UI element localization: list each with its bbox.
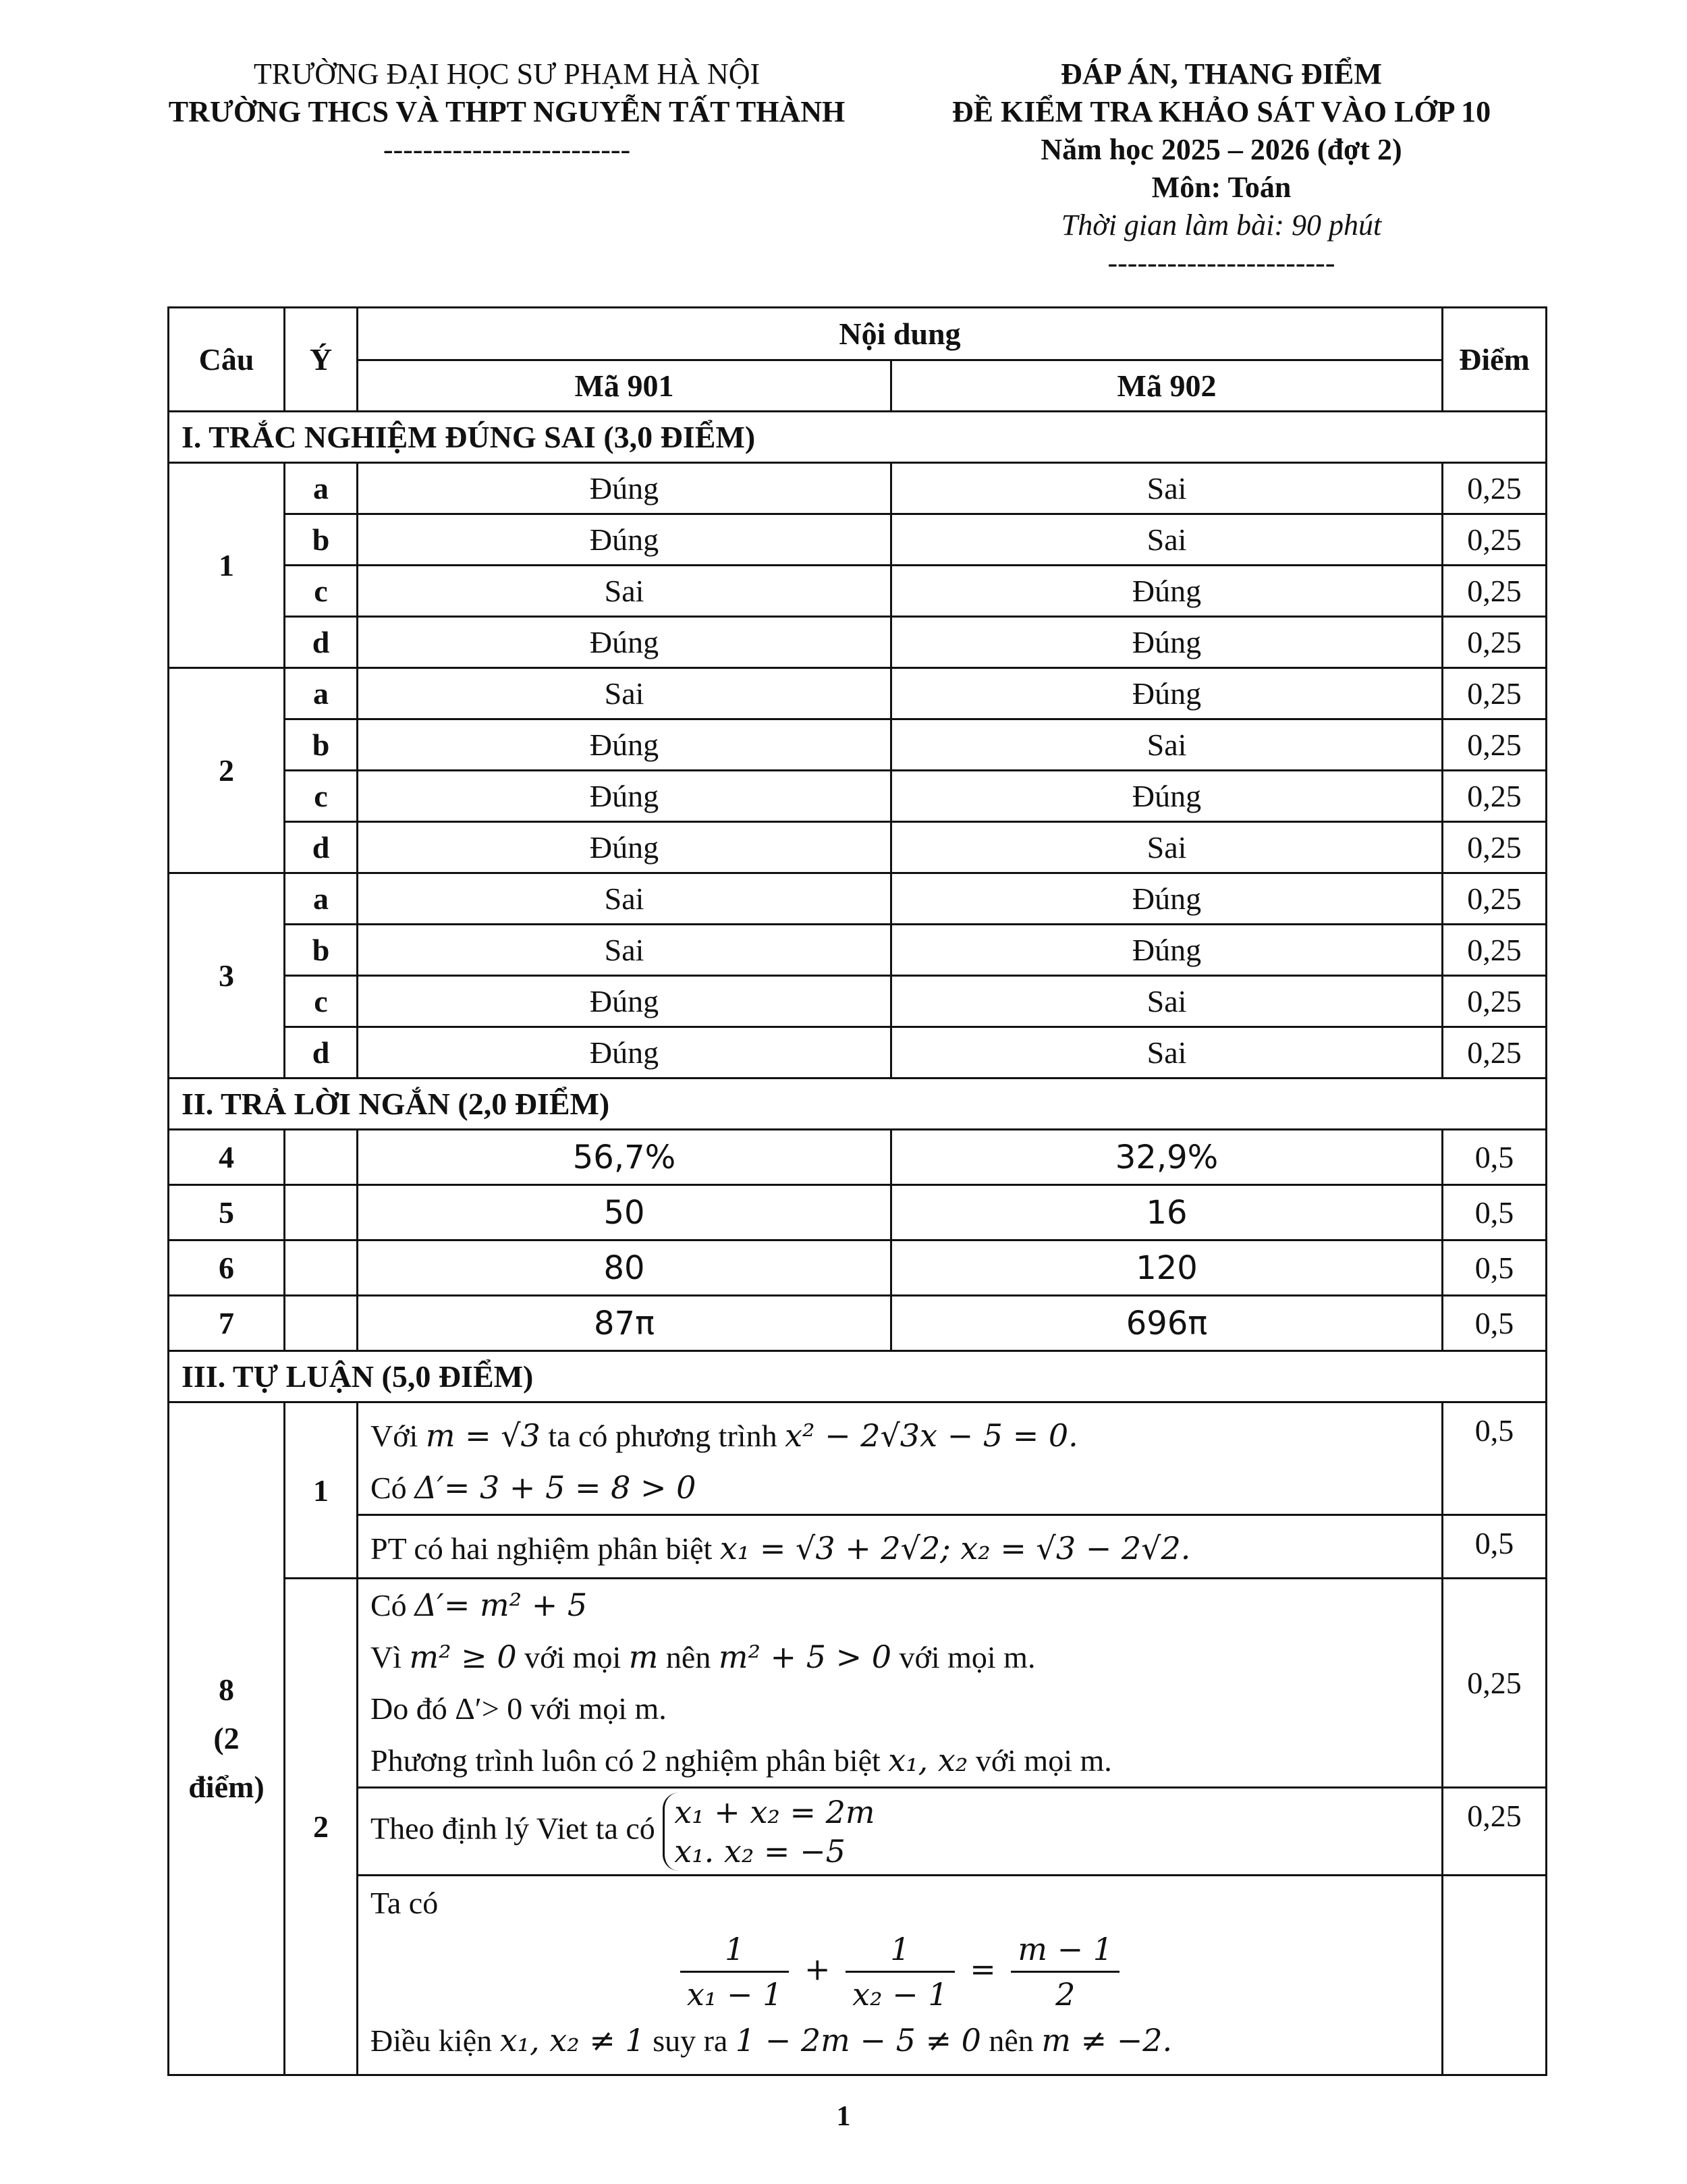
score: 0,25 [1443, 873, 1547, 925]
item-number: 2 [285, 1579, 358, 2075]
header-ma-902: Mã 902 [891, 360, 1443, 412]
answer-902: Đúng [891, 566, 1443, 617]
answer-902: Sai [891, 976, 1443, 1027]
answer-902: Đúng [891, 771, 1443, 822]
math-expression: 1 − 2m − 5 ≠ 0 [735, 2022, 981, 2058]
empty-cell [285, 1130, 358, 1185]
question-8-points-open: (2 [213, 1721, 240, 1755]
question-number: 3 [169, 873, 285, 1079]
text: nên [658, 1640, 719, 1674]
header-right-divider: ----------------------- [1107, 246, 1335, 279]
doc-type: ĐÁP ÁN, THANG ĐIỂM [1061, 57, 1382, 90]
score: 0,25 [1443, 976, 1547, 1027]
solution-step [358, 1402, 1443, 1515]
text: Có [370, 1588, 415, 1622]
question-number: 5 [169, 1185, 285, 1240]
item-letter: b [285, 925, 358, 976]
denominator: x₂ − 1 [852, 1976, 948, 2013]
score: 0,25 [1443, 668, 1547, 719]
text: nên [980, 2023, 1042, 2058]
answer-902: 696π [891, 1296, 1443, 1351]
item-letter: c [285, 566, 358, 617]
answer-901: 50 [358, 1185, 891, 1240]
answer-table [167, 306, 1547, 2076]
answer-902: Đúng [891, 925, 1443, 976]
item-letter: a [285, 873, 358, 925]
math-expression: m² + 5 > 0 [718, 1639, 892, 1675]
answer-901: 87π [358, 1296, 891, 1351]
numerator: 1 [680, 1928, 789, 1973]
item-letter: b [285, 719, 358, 771]
answer-902: Sai [891, 463, 1443, 514]
item-letter: d [285, 822, 358, 873]
question-8-number: 8 [219, 1672, 234, 1707]
solution-line [370, 1631, 1429, 1683]
answer-901: Đúng [358, 617, 891, 668]
header-y: Ý [285, 308, 358, 412]
fraction [1011, 1928, 1119, 2016]
answer-901: Đúng [358, 1027, 891, 1079]
header-noi-dung: Nội dung [358, 308, 1443, 360]
solution-line [370, 1462, 1429, 1514]
numerator: 1 [846, 1928, 954, 1973]
answer-902: 120 [891, 1240, 1443, 1296]
header-diem: Điểm [1443, 308, 1547, 412]
score: 0,25 [1443, 514, 1547, 566]
answer-901: Sai [358, 925, 891, 976]
item-letter: c [285, 976, 358, 1027]
score: 0,5 [1443, 1185, 1547, 1240]
solution-line [370, 2020, 1429, 2061]
math-expression: Δ′= m² + 5 [414, 1587, 588, 1623]
math-expression: x₁, x₂ ≠ 1 [499, 2022, 645, 2058]
answer-901: 56,7% [358, 1130, 891, 1185]
text: ta có phương trình [540, 1419, 785, 1453]
score: 0,25 [1443, 822, 1547, 873]
header-right [918, 55, 1525, 282]
school-year: Năm học 2025 – 2026 (đợt 2) [1041, 133, 1402, 166]
empty-cell [285, 1296, 358, 1351]
math-expression: m² ≥ 0 [409, 1639, 517, 1675]
solution-step [358, 1876, 1443, 2075]
score: 0,25 [1443, 1027, 1547, 1079]
text: Vì [370, 1640, 410, 1674]
answer-901: Sai [358, 566, 891, 617]
answer-902: Đúng [891, 873, 1443, 925]
solution-step [358, 1579, 1443, 1788]
item-number: 1 [285, 1402, 358, 1579]
item-letter: d [285, 617, 358, 668]
text: Điều kiện [370, 2023, 500, 2058]
answer-902: Đúng [891, 668, 1443, 719]
text: với mọi m. [968, 1743, 1112, 1778]
text: suy ra [644, 2023, 736, 2058]
answer-902: 16 [891, 1185, 1443, 1240]
item-letter: a [285, 463, 358, 514]
question-number: 1 [169, 463, 285, 668]
answer-901: 80 [358, 1240, 891, 1296]
answer-902: 32,9% [891, 1130, 1443, 1185]
answer-901: Đúng [358, 719, 891, 771]
score: 0,5 [1443, 1240, 1547, 1296]
answer-901: Đúng [358, 822, 891, 873]
text: với mọi [516, 1640, 629, 1674]
text: PT có hai nghiệm phân biệt [370, 1531, 720, 1566]
equation-system [663, 1793, 875, 1871]
question-number: 4 [169, 1130, 285, 1185]
solution-line [370, 1410, 1429, 1462]
denominator: x₁ − 1 [686, 1976, 783, 2013]
score: 0,25 [1443, 1788, 1547, 1876]
answer-901: Sai [358, 668, 891, 719]
question-number: 6 [169, 1240, 285, 1296]
text: Với [370, 1419, 426, 1453]
text: với mọi m. [891, 1640, 1036, 1674]
header-cau: Câu [169, 308, 285, 412]
empty-score-cell [1443, 1876, 1547, 2075]
fraction-equation [370, 1928, 1429, 2016]
score: 0,5 [1443, 1402, 1547, 1515]
math-expression: x² − 2√3x − 5 = 0. [785, 1417, 1078, 1454]
equals-sign: = [970, 1950, 996, 1988]
exam-title: ĐỀ KIỂM TRA KHẢO SÁT VÀO LỚP 10 [951, 95, 1491, 128]
math-expression: x₁, x₂ [888, 1742, 968, 1778]
school-name: TRƯỜNG THCS VÀ THPT NGUYỄN TẤT THÀNH [168, 95, 846, 128]
item-letter: b [285, 514, 358, 566]
question-number: 7 [169, 1296, 285, 1351]
text: Theo định lý Viet ta có [370, 1811, 663, 1846]
math-expression: m = √3 [425, 1417, 541, 1454]
fraction [680, 1928, 789, 2016]
section-heading: III. TỰ LUẬN (5,0 ĐIỂM) [169, 1351, 1547, 1402]
question-number [169, 1402, 285, 2075]
text: Phương trình luôn có 2 nghiệm phân biệt [370, 1743, 889, 1778]
answer-901: Đúng [358, 771, 891, 822]
header-left [153, 55, 861, 169]
page-number: 1 [836, 2101, 851, 2132]
answer-902: Sai [891, 719, 1443, 771]
text: Có [370, 1471, 415, 1505]
university-name: TRƯỜNG ĐẠI HỌC SƯ PHẠM HÀ NỘI [253, 57, 760, 90]
subject: Môn: Toán [1151, 171, 1292, 204]
math-expression: m [628, 1639, 659, 1675]
equation: x₁ + x₂ = 2m [674, 1794, 875, 1830]
score: 0,5 [1443, 1515, 1547, 1579]
score: 0,5 [1443, 1296, 1547, 1351]
header-left-divider: ------------------------- [383, 133, 631, 166]
math-expression: Δ′= 3 + 5 = 8 > 0 [414, 1469, 696, 1506]
section-heading: I. TRẮC NGHIỆM ĐÚNG SAI (3,0 ĐIỂM) [169, 412, 1547, 463]
solution-line: Do đó Δ′> 0 với mọi m. [370, 1691, 667, 1726]
answer-902: Sai [891, 514, 1443, 566]
header-ma-901: Mã 901 [358, 360, 891, 412]
solution-line [370, 1579, 1429, 1631]
score: 0,25 [1443, 617, 1547, 668]
equation: x₁. x₂ = −5 [674, 1833, 846, 1869]
item-letter: a [285, 668, 358, 719]
plus-sign: + [804, 1950, 831, 1988]
score: 0,25 [1443, 771, 1547, 822]
answer-901: Sai [358, 873, 891, 925]
empty-cell [285, 1185, 358, 1240]
answer-901: Đúng [358, 976, 891, 1027]
section-heading: II. TRẢ LỜI NGẮN (2,0 ĐIỂM) [169, 1079, 1547, 1130]
solution-line [370, 1735, 1429, 1786]
item-letter: c [285, 771, 358, 822]
denominator: 2 [1055, 1976, 1076, 2013]
answer-902: Sai [891, 822, 1443, 873]
score: 0,25 [1443, 1579, 1547, 1788]
score: 0,25 [1443, 719, 1547, 771]
math-expression: m ≠ −2. [1041, 2022, 1173, 2058]
answer-901: Đúng [358, 514, 891, 566]
answer-901: Đúng [358, 463, 891, 514]
solution-line: Ta có [370, 1886, 439, 1920]
fraction [846, 1928, 954, 2016]
math-expression: x₁ = √3 + 2√2; x₂ = √3 − 2√2. [719, 1530, 1191, 1566]
score: 0,25 [1443, 925, 1547, 976]
answer-902: Sai [891, 1027, 1443, 1079]
empty-cell [285, 1240, 358, 1296]
score: 0,25 [1443, 566, 1547, 617]
numerator: m − 1 [1011, 1928, 1119, 1973]
question-number: 2 [169, 668, 285, 873]
solution-step [358, 1788, 1443, 1876]
answer-902: Đúng [891, 617, 1443, 668]
score: 0,5 [1443, 1130, 1547, 1185]
question-8-points-unit: điểm) [188, 1770, 265, 1804]
item-letter: d [285, 1027, 358, 1079]
solution-step [358, 1515, 1443, 1579]
time-limit: Thời gian làm bài: 90 phút [1061, 209, 1382, 242]
score: 0,25 [1443, 463, 1547, 514]
